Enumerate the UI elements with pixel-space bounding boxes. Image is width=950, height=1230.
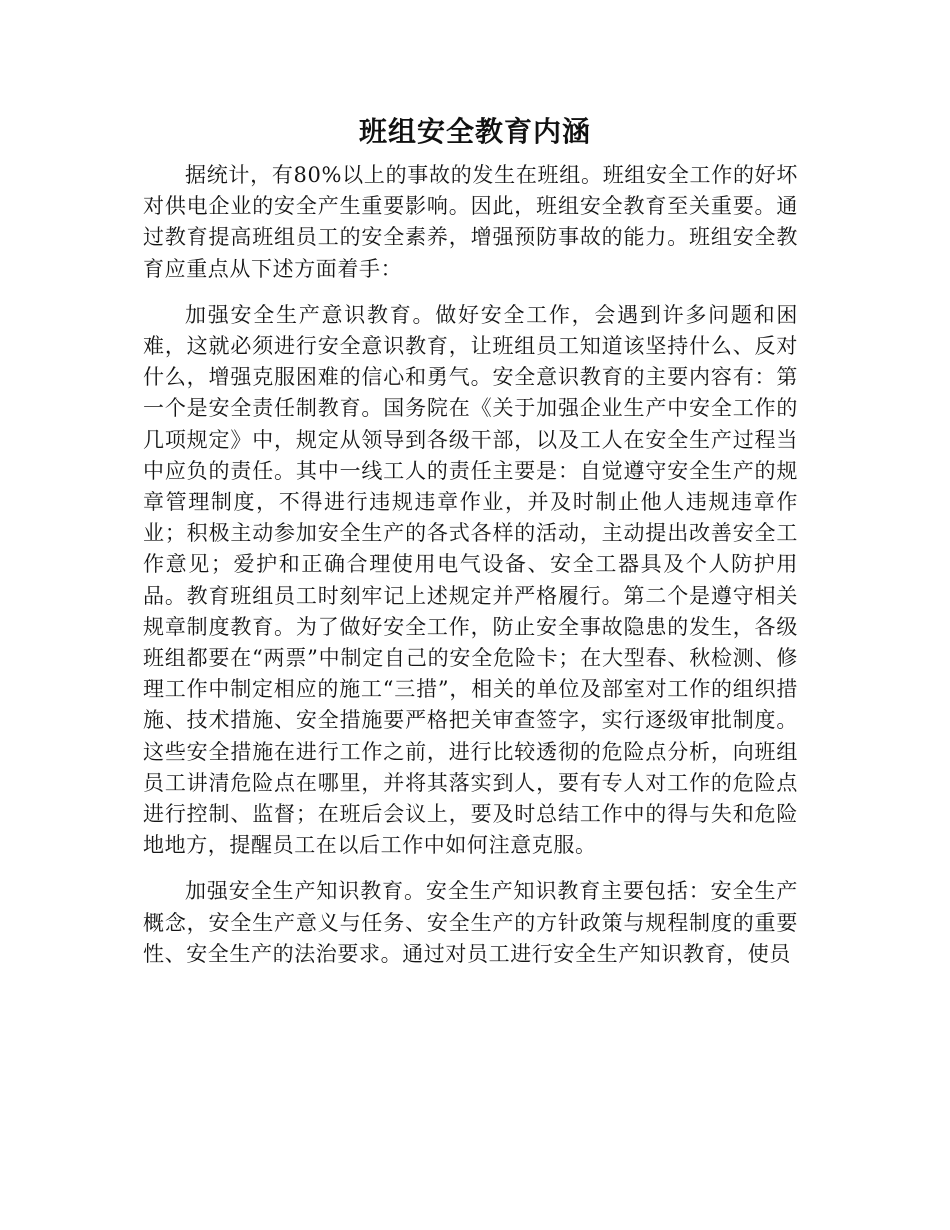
document-title: 班组安全教育内涵 xyxy=(358,115,591,148)
paragraph-safety-knowledge: 加强安全生产知识教育。安全生产知识教育主要包括：安全生产概念，安全生产意义与任务、安全生产的方针政策与规程制度的重要性、安全生产的法治要求。通过对员工进行安全生产知识教育，使员 xyxy=(143,879,798,966)
paragraph-intro: 据统计，有80%以上的事故的发生在班组。班组安全工作的好坏对供电企业的安全产生重要影响。因此，班组安全教育至关重要。通过教育提高班组员工的安全素养，增强预防事故的能力。班组安全教育应重点从下述方面着手： xyxy=(143,163,798,281)
document-body xyxy=(143,160,798,985)
paragraph-safety-awareness: 加强安全生产意识教育。做好安全工作，会遇到许多问题和困难，这就必须进行安全意识教育，让班组员工知道该坚持什么、反对什么，增强克服困难的信心和勇气。安全意识教育的主要内容有：第一个是安全责任制教育。国务院在《关于加强企业生产中安全工作的几项规定》中，规定从领导到各级干部，以及工人在安全生产过程当中应负的责任。其中一线工人的责任主要是：自觉遵守安全生产的规章管理制度，不得进行违规违章作业，并及时制止他人违规违章作业；积极主动参加安全生产的各式各样的活动，主动提出改善安全工作意见；爱护和正确合理使用电气设备、安全工器具及个人防护用品。教育班组员工时刻牢记上述规定并严格履行。第二个是遵守相关规章制度教育。为了做好安全工作，防止安全事故隐患的发生，各级班组都要在“两票”中制定自己的安全危险卡；在大型春、秋检测、修理工作中制定相应的施工“三措”，相关的单位及部室对工作的组织措施、技术措施、安全措施要严格把关审查签字，实行逐级审批制度。这些安全措施在进行工作之前，进行比较透彻的危险点分析，向班组员工讲清危险点在哪里，并将其落实到人，要有专人对工作的危险点进行控制、监督；在班后会议上，要及时总结工作中的得与失和危险地地方，提醒员工在以后工作中如何注意克服。 xyxy=(143,302,798,858)
